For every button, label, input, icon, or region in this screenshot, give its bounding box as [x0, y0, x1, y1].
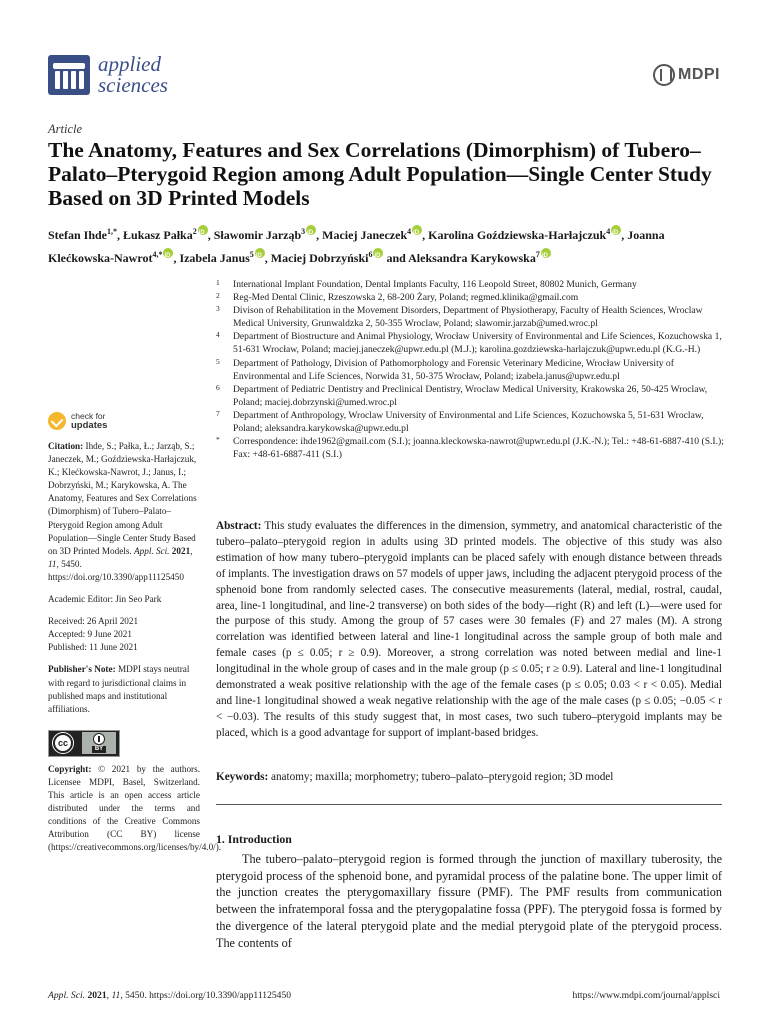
introduction-paragraph: The tubero–palato–pterygoid region is formed through the junction of maxillary tuberosity, the pterygoid process of the sphenoid bone, and pyramidal process of the palatine bone. The upper limit of the junction creates the pterygomaxillary fissure (PMF). The PMF results from communication between the infratemporal fossa and the pterygopalatine fossa (PPF). The pterygoid fossa is formed by the divergence of the lateral pterygoid plate and the medial pterygoid plate of the pterygoid process. The contents of [216, 852, 722, 950]
orcid-icon[interactable] [163, 248, 173, 258]
abstract-text: This study evaluates the differences in the dimension, symmetry, and anatomical characteristic of the tubero–palato–pterygoid region in adults using 3D printed models. The objective of this study was also estimation of how many tubero–pterygoid implants can be placed safely with enough distance between threads of implants. The investigation draws on 57 models of upper jaws, including the adjacent pterygoid process of the sphenoid bone from randomly selected cases. The consecutive measurements (lateral, medial, rostral, caudal, area, line-1 longitudinal, and line-2 transverse) on both sides of the body—right (R) and left (L)—were used for the purpose of this study. Among the group of 57 cases were 30 females (F) and 27 males (M). A strong correlation was identified between lateral and line-1 longitudinal across the sample group of both male and female cases (p ≤ 0.05; r ≥ 0.9). Moreover, a strong correlation was noted between medial and line-1 longitudinal in the whole group of cases and in the male group (p ≤ 0.05; r ≥ 0.9). Lateral and line-1 longitudinal demonstrated a weak positive relationship with the age of the female cases (p ≤ 0.05; 0.03 < r < 0.05). Medial and line-1 longitudinal showed a weak negative relationship with the age of the male cases (p ≤ 0.05; −0.05 < r < −0.03). The results of this study suggest that, in most cases, two such tubero–pterygoid implants may be placed, which is a good advantage for support of implant-based bridges. [216, 520, 722, 739]
section-divider [216, 804, 722, 805]
keywords-label: Keywords: [216, 771, 269, 783]
author-name[interactable]: Sławomir Jarząb [213, 228, 302, 242]
affiliation-text: Department of Anthropology, Wroclaw University of Environmental and Life Sciences, Kozuchowska 5, 51-631 Wroclaw, Poland; aleksandra.karykowska@upwr.edu.pl [233, 409, 704, 435]
citation-label: Citation: [48, 441, 84, 451]
cc-icon: cc [53, 733, 73, 753]
author-name[interactable]: Izabela Janus [179, 251, 250, 265]
publisher-name: MDPI [678, 66, 720, 83]
author-separator: , [173, 251, 180, 265]
check-updates-line2: updates [71, 420, 108, 431]
publisher-logo[interactable] [653, 64, 720, 86]
citation-year: 2021 [171, 545, 191, 556]
author-name[interactable]: Maciej Dobrzyński [270, 251, 369, 265]
author-name[interactable]: Łukasz Pałka [123, 228, 193, 242]
abstract-label: Abstract: [216, 520, 262, 532]
author-name[interactable]: Maciej Janeczek [322, 228, 408, 242]
keywords-text: anatomy; maxilla; morphometry; tubero–palato–pterygoid region; 3D model [271, 771, 614, 783]
affiliation-text: Department of Pediatric Dentistry and Preclinical Dentistry, Wroclaw Medical University, Krakowska 26, 50-425 Wroclaw, Poland; maciej.dobrzynski@umed.wroc.pl [233, 383, 708, 408]
journal-name-line1: applied [98, 52, 161, 76]
author-separator: , [621, 228, 628, 242]
check-updates-icon [48, 412, 66, 430]
author-affiliation-marker: 4,* [152, 250, 163, 259]
author-separator: , [316, 228, 323, 242]
keywords [216, 770, 722, 785]
copyright [48, 763, 222, 855]
affiliation-text: International Implant Foundation, Dental Implants Faculty, 116 Leopold Street, 80802 Munich, Germany [233, 279, 637, 290]
footer-citation: Appl. Sci. 2021, 11, 5450. https://doi.org/10.3390/app11125450 [48, 990, 292, 1001]
academic-editor [48, 593, 200, 606]
affiliation-text: Divison of Rehabilitation in the Movement Disorders, Department of Physiotherapy, Faculty of Health Sciences, Wroclaw Medical University, Grunwaldzka 2, 50-355 Wroclaw, Poland; slawomir.jarzab@umed.wroc.pl [233, 305, 703, 330]
orcid-icon[interactable] [255, 248, 265, 258]
affiliation-item [216, 330, 728, 356]
author-affiliation-marker: 5 [249, 250, 254, 259]
footer-year: 2021 [87, 990, 107, 1001]
orcid-icon[interactable] [412, 225, 422, 235]
author-affiliation-marker: 7 [535, 250, 540, 259]
copyright-text: © 2021 by the authors. Licensee MDPI, Basel, Switzerland. This article is an open access article distributed under the terms and conditions of the Creative Commons Attribution (CC BY) license (https://creativecommons.org/licenses/by/4.0/). [48, 763, 222, 853]
affiliation-number: 7 [216, 408, 220, 418]
affiliation-item [216, 435, 728, 461]
journal-name [98, 54, 168, 96]
journal-logo[interactable] [48, 54, 168, 96]
author-separator: , [422, 228, 429, 242]
dates [48, 615, 200, 654]
affiliation-item [216, 291, 728, 304]
footer-journal-url[interactable]: https://www.mdpi.com/journal/applsci [572, 990, 720, 1001]
affiliation-item [216, 383, 728, 409]
citation-article: , 5450. [56, 558, 82, 569]
affiliations [216, 278, 728, 461]
check-updates-line1: check for [71, 411, 106, 421]
citation-doi-link[interactable]: https://doi.org/10.3390/app11125450 [48, 571, 184, 582]
by-box [82, 732, 116, 754]
abstract [216, 519, 722, 742]
footer-doi[interactable]: , 5450. https://doi.org/10.3390/app11125450 [120, 990, 292, 1001]
author-name[interactable]: Karolina Goździewska-Harłajczuk [428, 228, 607, 242]
published-date: Published: 11 June 2021 [48, 642, 138, 653]
affiliation-number: 2 [216, 291, 220, 301]
orcid-icon[interactable] [198, 225, 208, 235]
orcid-icon[interactable] [373, 248, 383, 258]
author-name[interactable]: Stefan Ihde [48, 228, 108, 242]
publisher-note-text: MDPI stays neutral with regard to jurisdictional claims in published maps and institutional affiliations. [48, 664, 190, 714]
sidebar [48, 411, 222, 854]
journal-emblem-icon [48, 55, 90, 95]
author-list [48, 222, 728, 268]
author-separator: , [207, 228, 214, 242]
author-affiliation-marker: 4 [407, 227, 412, 236]
affiliation-number: 4 [216, 330, 220, 340]
orcid-icon[interactable] [541, 248, 551, 258]
citation-journal: Appl. Sci. [134, 545, 170, 556]
paper-title: The Anatomy, Features and Sex Correlations (Dimorphism) of Tubero–Palato–Pterygoid Region among Adult Population—Single Center Study Based on 3D Printed Models [48, 138, 712, 210]
affiliation-item [216, 304, 728, 330]
citation-text: Ihde, S.; Pałka, Ł.; Jarząb, S.; Janeczek, M.; Goździewska-Harłajczuk, K.; Klećkowska-Nawrot, J.; Janus, I.; Dobrzyński, M.; Karykowska, A. The Anatomy, Features and Sex Correlations (Dimorphism) of Tubero–Palato–Pterygoid Region among Adult Population—Single Center Study Based on 3D Printed Models. [48, 441, 197, 556]
mdpi-icon [653, 64, 675, 86]
author-name[interactable]: Aleksandra Karykowska [408, 251, 536, 265]
footer-journal: Appl. Sci. [48, 990, 86, 1001]
check-for-updates-button[interactable] [48, 412, 200, 430]
publisher-note [48, 663, 200, 715]
section-heading: 1. Introduction [216, 832, 292, 846]
orcid-icon[interactable] [611, 225, 621, 235]
author-affiliation-marker: 3 [301, 227, 306, 236]
editor-label: Academic Editor: [48, 594, 114, 605]
attribution-icon [93, 733, 105, 745]
publisher-note-label: Publisher's Note: [48, 664, 116, 675]
footer-volume: 11 [111, 990, 121, 1001]
affiliation-item [216, 409, 728, 435]
affiliation-number: * [216, 435, 220, 445]
author-separator: , [117, 228, 124, 242]
page-footer [48, 990, 720, 1001]
author-affiliation-marker: 4 [606, 227, 611, 236]
check-updates-label [71, 412, 107, 430]
received-date: Received: 26 April 2021 [48, 616, 139, 627]
citation-volume: 11 [48, 558, 57, 569]
affiliation-number: 3 [216, 304, 220, 314]
affiliation-number: 6 [216, 382, 220, 392]
article-type: Article [48, 122, 83, 136]
author-separator: , [264, 251, 271, 265]
copyright-label: Copyright: [48, 763, 92, 774]
orcid-icon[interactable] [306, 225, 316, 235]
affiliation-item [216, 278, 728, 291]
author-name[interactable]: Joanna Klećkowska-Nawrot [48, 228, 665, 265]
journal-name-line2: sciences [98, 73, 168, 97]
editor-name: Jin Seo Park [115, 594, 162, 605]
cc-by-license-badge[interactable] [48, 730, 120, 757]
affiliation-text: Correspondence: ihde1962@gmail.com (S.I.); joanna.kleckowska-nawrot@upwr.edu.pl (J.K.-N.); Tel.: +48-61-6887-410 (S.I.); Fax: +48-61-6887-411 (S.I.) [233, 436, 724, 461]
affiliation-text: Department of Pathology, Division of Pathomorphology and Forensic Veterinary Medicine, Wrocław University of Environmental and Life Sciences, Norwida 31, 50-375 Wrocław, Poland; izabela.janus@upwr.edu.pl [233, 357, 674, 382]
by-label: BY [92, 746, 106, 753]
affiliation-text: Reg-Med Dental Clinic, Rzeszowska 2, 68-200 Żary, Poland; regmed.klinika@gmail.com [233, 292, 579, 304]
author-separator: and [383, 251, 409, 265]
author-affiliation-marker: 6 [368, 250, 373, 259]
citation: Citation: Ihde, S.; Pałka, Ł.; Jarząb, S.; Janeczek, M.; Goździewska-Harłajczuk, K.; Klećkowska-Nawrot, J.; Janus, I.; Dobrzyński, M.; Karykowska, A. The Anatomy, Features and Sex Correlations (Dimorphism) of Tubero–Palato–Pterygoid Region among Adult Population—Single Center Study Based on 3D Printed Models. Appl. Sci. 2021, 11, 5450. https://doi.org/10.3390/app11125450 [48, 441, 197, 582]
affiliation-number: 1 [216, 278, 220, 287]
affiliation-item [216, 357, 728, 383]
affiliation-text: Department of Biostructure and Animal Physiology, Wrocław University of Environmental and Life Sciences, Kozuchowska 1, 51-631 Wrocław, Poland; maciej.janeczek@upwr.edu.pl (M.J.); karolina.gozdziewska-harlajczuk@upwr.edu.pl (K.G.-H.) [233, 331, 722, 356]
accepted-date: Accepted: 9 June 2021 [48, 629, 132, 640]
author-affiliation-marker: 1,* [107, 227, 118, 236]
author-affiliation-marker: 2 [192, 227, 197, 236]
affiliation-number: 5 [216, 356, 220, 366]
